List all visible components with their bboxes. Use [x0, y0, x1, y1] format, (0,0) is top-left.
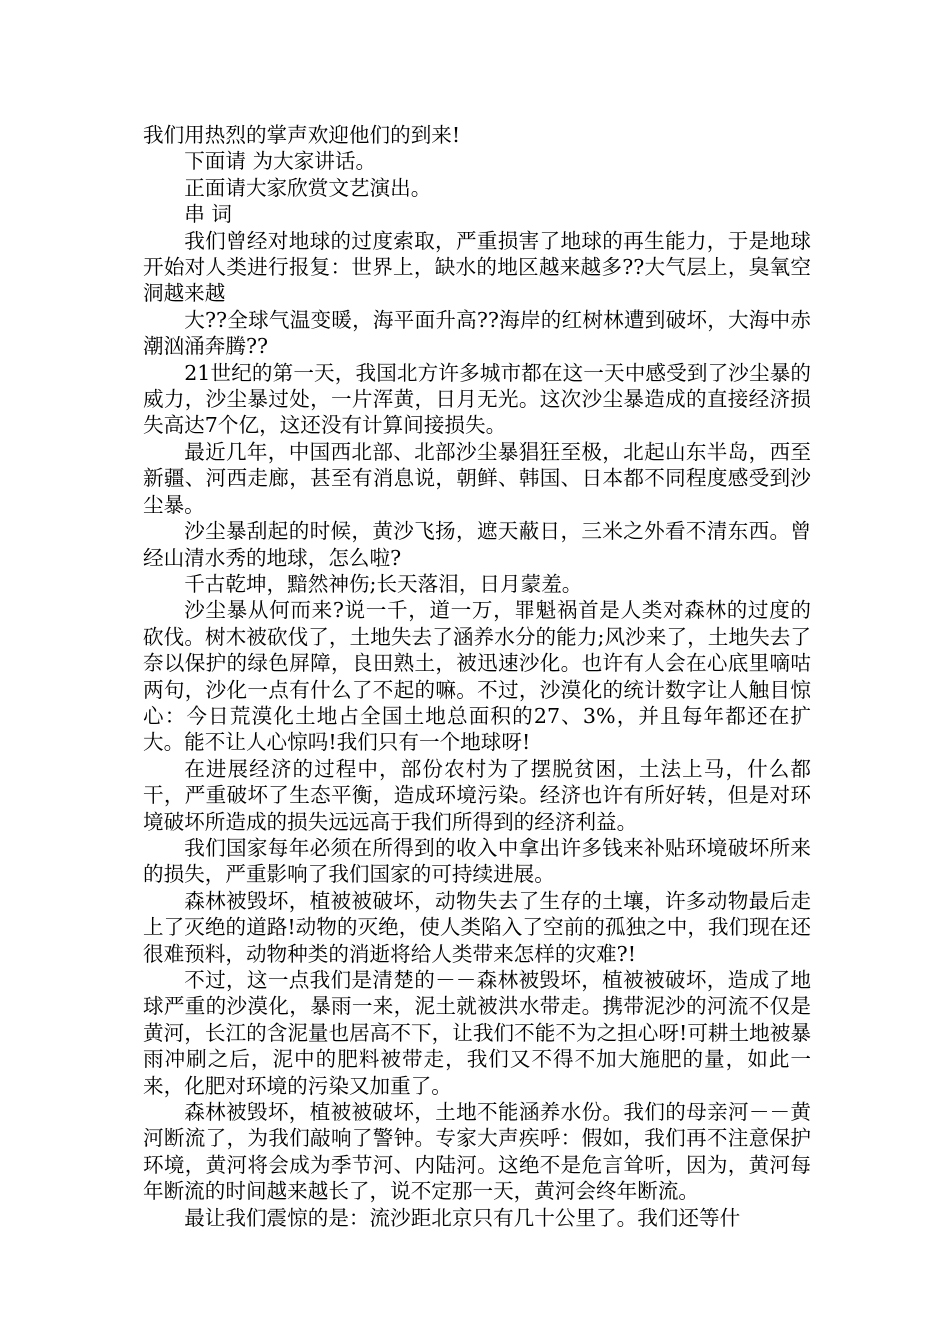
paragraph-deforestation: 沙尘暴从何而来?说一千，道一万，罪魁祸首是人类对森林的过度的砍伐。树木被砍伐了，土地失去了涵养水分的能力;风沙来了，土地失去了奈以保护的绿色屏障，良田熟土，被迅速沙化。也许有人会在心底里嘀咕两句，沙化一点有什么了不起的嘛。不过，沙漠化的统计数字让人触目惊心：今日荒漠化土地占全国土地总面积的27、3%，并且每年都还在扩大。能不让人心惊吗!我们只有一个地球呀!	[143, 598, 811, 755]
paragraph-performance: 正面请大家欣赏文艺演出。	[184, 175, 432, 200]
paragraph-global-warming: 大??全球气温变暖，海平面升高??海岸的红树林遭到破坏，大海中赤潮汹涌奔腾??	[143, 307, 811, 359]
paragraph-sandstorm-21st-century: 21世纪的第一天，我国北方许多城市都在这一天中感受到了沙尘暴的威力，沙尘暴过处，一片浑黄，日月无光。这次沙尘暴造成的直接经济损失高达7个亿，这还没有计算间接损失。	[143, 360, 811, 438]
paragraph-economy: 在进展经济的过程中，部份农村为了摆脱贫困，土法上马，什么都干，严重破坏了生态平衡，造成环境污染。经济也许有所好转，但是对环境破坏所造成的损失远远高于我们所得到的经济利益。	[143, 756, 811, 834]
paragraph-welcome: 我们用热烈的掌声欢迎他们的到来!	[143, 123, 461, 147]
paragraph-sandstorm-scene: 沙尘暴刮起的时候，黄沙飞扬，遮天蔽日，三米之外看不清东西。曾经山清水秀的地球，怎么啦?	[143, 519, 811, 570]
paragraph-yellow-river: 森林被毁坏，植被被破坏，土地不能涵养水份。我们的母亲河－－黄河断流了，为我们敲响了警钟。专家大声疾呼：假如，我们再不注意保护环境，黄河将会成为季节河、内陆河。这绝不是危言耸听，因为，黄河每年断流的时间越来越长了，说不定那一天，黄河会终年断流。	[143, 1100, 811, 1204]
paragraph-extinction: 森林被毁坏，植被被破坏，动物失去了生存的土壤，许多动物最后走上了灭绝的道路!动物的灭绝，使人类陷入了空前的孤独之中，我们现在还很难预料，动物种类的消逝将给人类带来怎样的灾难?!	[143, 888, 811, 966]
document-page	[143, 122, 811, 1231]
paragraph-verse: 千古乾坤，黯然神伤;长天落泪，日月蒙羞。	[184, 571, 583, 596]
paragraph-speech: 下面请 为大家讲话。	[184, 149, 377, 174]
paragraph-beijing-sand: 最让我们震惊的是：流沙距北京只有几十公里了。我们还等什	[184, 1205, 741, 1230]
paragraph-earth-revenge: 我们曾经对地球的过度索取，严重损害了地球的再生能力，于是地球开始对人类进行报复：世界上，缺水的地区越来越多??大气层上，臭氧空洞越来越	[143, 228, 811, 306]
section-heading: 串 词	[184, 202, 232, 227]
paragraph-erosion: 不过，这一点我们是清楚的－－森林被毁坏，植被被破坏，造成了地球严重的沙漠化，暴雨一来，泥土就被洪水带走。携带泥沙的河流不仅是黄河，长江的含泥量也居高不下，让我们不能不为之担心呀!可耕土地被暴雨冲刷之后，泥中的肥料被带走，我们又不得不加大施肥的量，如此一来，化肥对环境的污染又加重了。	[143, 968, 811, 1098]
paragraph-subsidy: 我们国家每年必须在所得到的收入中拿出许多钱来补贴环境破坏所来的损失，严重影响了我们国家的可持续进展。	[143, 835, 811, 887]
paragraph-recent-years: 最近几年，中国西北部、北部沙尘暴猖狂至极，北起山东半岛，西至新疆、河西走廊，甚至有消息说，朝鲜、韩国、日本都不同程度感受到沙尘暴。	[143, 439, 811, 517]
